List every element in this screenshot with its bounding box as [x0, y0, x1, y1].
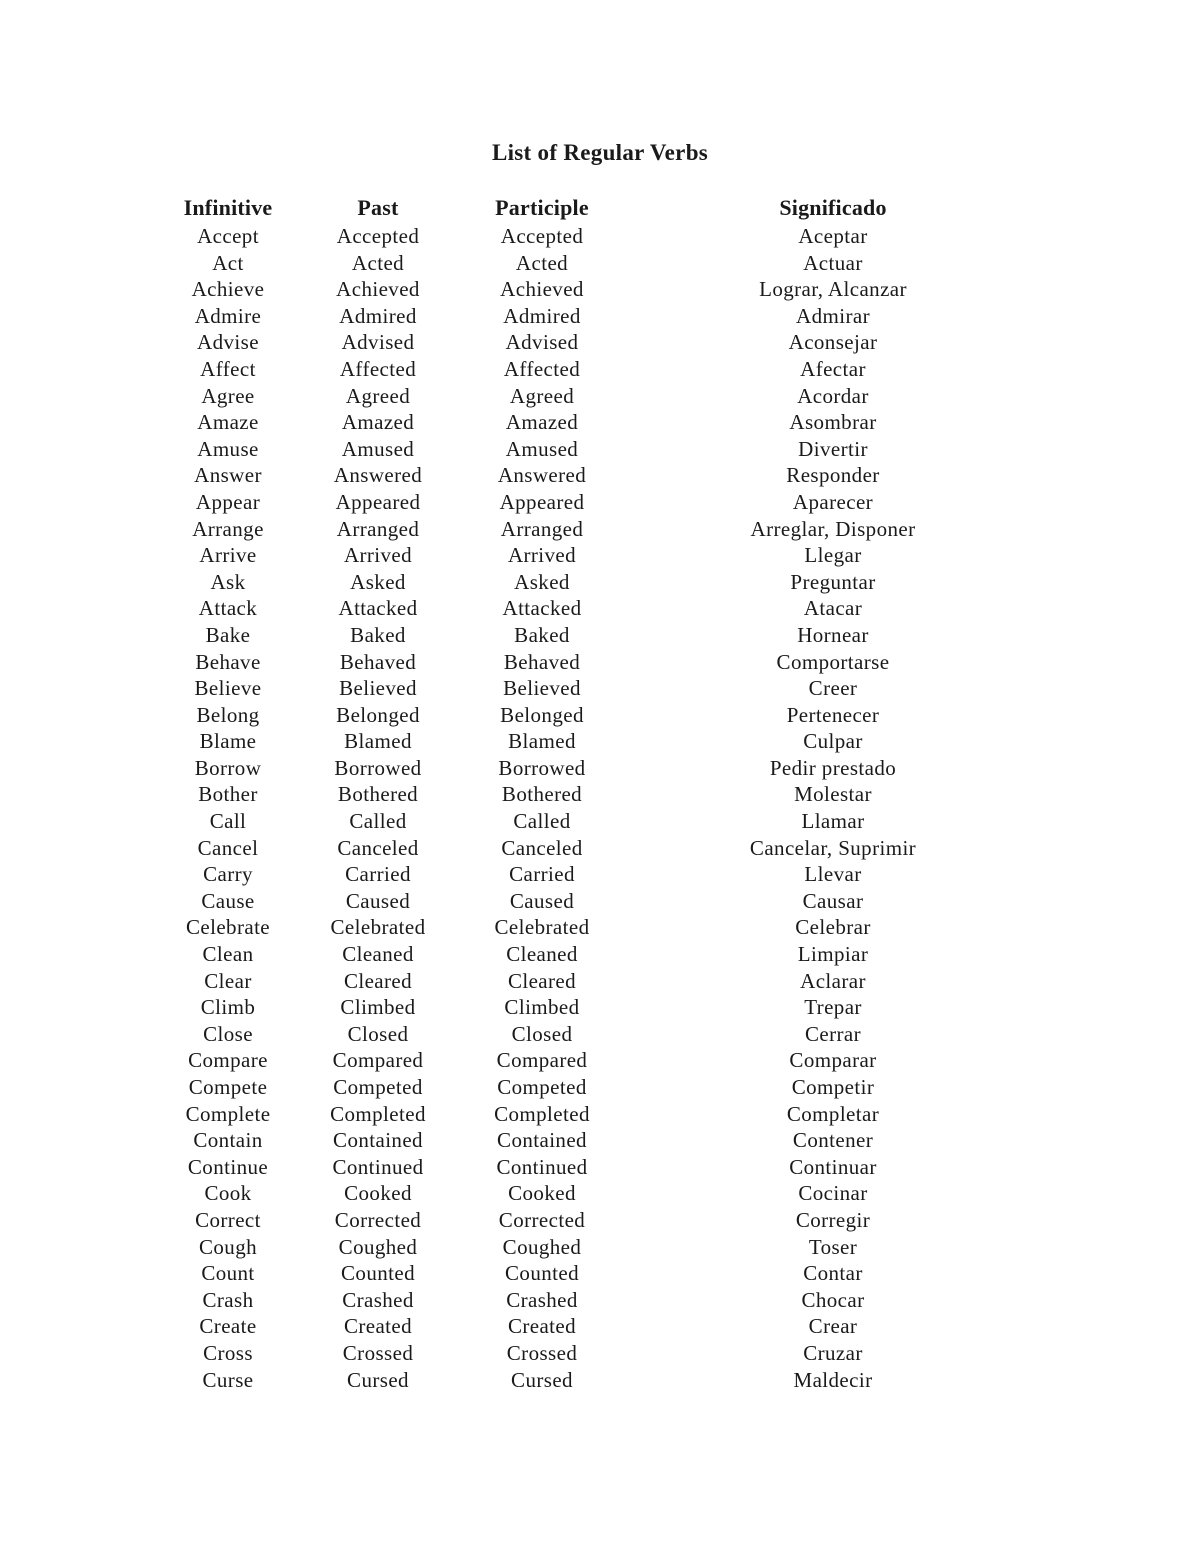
- cell-meaning: Trepar: [804, 995, 862, 1020]
- cell-infinitive: Clear: [204, 968, 252, 993]
- cell-infinitive: Cause: [201, 888, 255, 913]
- cell-participle: Admired: [503, 303, 581, 328]
- cell-meaning: Asombrar: [789, 410, 877, 435]
- cell-infinitive: Ask: [210, 569, 246, 594]
- cell-participle: Agreed: [509, 383, 575, 408]
- cell-meaning: Aclarar: [800, 968, 866, 993]
- table-row: [0, 1154, 1200, 1181]
- cell-meaning: Pedir prestado: [769, 755, 897, 780]
- cell-meaning: Actuar: [803, 250, 863, 275]
- cell-infinitive: Appear: [195, 489, 261, 514]
- cell-infinitive: Behave: [195, 649, 261, 674]
- table-row: [0, 622, 1200, 649]
- cell-meaning: Competir: [791, 1075, 875, 1099]
- cell-infinitive: Create: [199, 1314, 257, 1339]
- table-row: [0, 1340, 1200, 1367]
- table-row: [0, 595, 1200, 622]
- cell-meaning: Preguntar: [790, 569, 876, 594]
- cell-past: Behaved: [339, 649, 417, 674]
- table-row: [0, 1127, 1200, 1154]
- table-row: [0, 994, 1200, 1021]
- cell-infinitive: Complete: [185, 1101, 271, 1126]
- cell-infinitive: Cough: [198, 1234, 257, 1259]
- cell-participle: Completed: [494, 1101, 590, 1126]
- cell-meaning: Pertenecer: [786, 702, 880, 727]
- cell-participle: Advised: [505, 330, 579, 355]
- cell-infinitive: Believe: [194, 676, 262, 701]
- cell-meaning: Cruzar: [803, 1340, 863, 1365]
- table-row: [0, 861, 1200, 888]
- cell-participle: Accepted: [500, 224, 584, 248]
- cell-infinitive: Cancel: [197, 835, 259, 860]
- table-row: [0, 489, 1200, 516]
- cell-meaning: Atacar: [803, 596, 863, 621]
- table-row: [0, 383, 1200, 410]
- cell-past: Blamed: [344, 729, 412, 754]
- table-row: [0, 1234, 1200, 1261]
- cell-past: Coughed: [338, 1234, 418, 1259]
- cell-infinitive: Crash: [202, 1287, 254, 1312]
- cell-past: Accepted: [336, 224, 420, 248]
- cell-participle: Answered: [497, 463, 587, 488]
- cell-past: Appeared: [335, 489, 421, 514]
- cell-participle: Appeared: [499, 489, 585, 514]
- cell-past: Cleared: [343, 968, 413, 993]
- cell-meaning: Crear: [808, 1314, 858, 1339]
- cell-past: Cooked: [344, 1181, 412, 1206]
- table-row: [0, 968, 1200, 995]
- cell-meaning: Responder: [786, 463, 880, 488]
- cell-participle: Baked: [514, 622, 570, 647]
- cell-past: Attacked: [338, 596, 418, 621]
- cell-infinitive: Clean: [202, 942, 254, 967]
- cell-past: Affected: [339, 356, 417, 381]
- cell-meaning: Hornear: [797, 622, 869, 647]
- cell-past: Closed: [347, 1021, 409, 1046]
- verb-table: [0, 192, 1200, 1393]
- table-row: [0, 1074, 1200, 1101]
- table-row: [0, 1180, 1200, 1207]
- cell-past: Carried: [345, 862, 411, 887]
- cell-participle: Behaved: [503, 649, 581, 674]
- cell-participle: Contained: [497, 1128, 587, 1153]
- cell-past: Baked: [350, 622, 406, 647]
- cell-past: Cleaned: [342, 942, 414, 967]
- cell-infinitive: Achieve: [191, 277, 265, 302]
- cell-past: Crossed: [342, 1340, 414, 1365]
- header-past: Past: [357, 195, 399, 220]
- table-row: [0, 569, 1200, 596]
- cell-meaning: Creer: [808, 676, 858, 701]
- cell-meaning: Chocar: [801, 1287, 865, 1312]
- table-row: [0, 649, 1200, 676]
- cell-meaning: Aconsejar: [788, 330, 878, 355]
- table-row: [0, 462, 1200, 489]
- cell-participle: Arranged: [500, 516, 584, 541]
- cell-infinitive: Count: [201, 1261, 255, 1286]
- table-row: [0, 941, 1200, 968]
- cell-infinitive: Compete: [188, 1075, 268, 1099]
- table-row: [0, 1047, 1200, 1074]
- cell-participle: Carried: [509, 862, 575, 887]
- cell-past: Crashed: [342, 1287, 414, 1312]
- cell-participle: Continued: [496, 1154, 588, 1179]
- cell-past: Belonged: [336, 702, 420, 727]
- cell-participle: Climbed: [504, 995, 580, 1020]
- table-header-row: [0, 192, 1200, 223]
- cell-meaning: Cocinar: [798, 1181, 868, 1206]
- cell-participle: Arrived: [507, 543, 577, 568]
- cell-past: Climbed: [340, 995, 416, 1020]
- cell-past: Amused: [341, 436, 415, 461]
- table-row: [0, 1287, 1200, 1314]
- cell-meaning: Celebrar: [795, 915, 871, 940]
- cell-participle: Compared: [496, 1048, 588, 1073]
- table-row: [0, 755, 1200, 782]
- cell-past: Achieved: [336, 277, 420, 302]
- cell-meaning: Arreglar, Disponer: [750, 516, 916, 541]
- cell-meaning: Llevar: [804, 862, 862, 887]
- cell-infinitive: Advise: [197, 330, 259, 355]
- cell-infinitive: Cook: [204, 1181, 252, 1206]
- cell-infinitive: Belong: [196, 702, 260, 727]
- table-row: [0, 728, 1200, 755]
- table-row: [0, 516, 1200, 543]
- header-meaning: Significado: [779, 195, 887, 220]
- cell-infinitive: Celebrate: [185, 915, 271, 940]
- verb-rows: [0, 223, 1200, 1393]
- cell-past: Asked: [350, 569, 406, 594]
- cell-infinitive: Contain: [193, 1128, 263, 1153]
- table-row: [0, 409, 1200, 436]
- cell-meaning: Llamar: [801, 809, 865, 834]
- cell-participle: Borrowed: [498, 755, 586, 780]
- cell-participle: Caused: [509, 888, 575, 913]
- cell-meaning: Llegar: [804, 543, 862, 568]
- cell-participle: Blamed: [508, 729, 576, 754]
- table-row: [0, 675, 1200, 702]
- cell-participle: Counted: [505, 1261, 579, 1286]
- cell-participle: Acted: [515, 250, 569, 275]
- cell-meaning: Cancelar, Suprimir: [749, 835, 917, 860]
- cell-past: Cursed: [347, 1367, 409, 1392]
- cell-infinitive: Answer: [194, 463, 262, 488]
- table-row: [0, 1367, 1200, 1394]
- table-row: [0, 835, 1200, 862]
- cell-infinitive: Amuse: [197, 436, 259, 461]
- cell-meaning: Causar: [802, 888, 864, 913]
- cell-participle: Cleaned: [506, 942, 578, 967]
- table-row: [0, 276, 1200, 303]
- cell-participle: Competed: [497, 1075, 587, 1099]
- cell-infinitive: Arrive: [199, 543, 257, 568]
- cell-past: Canceled: [337, 835, 419, 860]
- header-infinitive: Infinitive: [183, 195, 273, 220]
- table-row: [0, 250, 1200, 277]
- cell-past: Corrected: [334, 1207, 422, 1232]
- cell-meaning: Comparar: [789, 1048, 877, 1073]
- cell-participle: Closed: [511, 1021, 573, 1046]
- cell-participle: Amused: [505, 436, 579, 461]
- cell-participle: Asked: [514, 569, 570, 594]
- cell-past: Caused: [345, 888, 411, 913]
- cell-infinitive: Attack: [198, 596, 258, 621]
- cell-infinitive: Borrow: [194, 755, 262, 780]
- table-row: [0, 436, 1200, 463]
- cell-past: Created: [343, 1314, 413, 1339]
- cell-infinitive: Climb: [200, 995, 256, 1020]
- cell-infinitive: Arrange: [192, 516, 264, 541]
- table-row: [0, 702, 1200, 729]
- cell-past: Continued: [332, 1154, 424, 1179]
- cell-past: Contained: [333, 1128, 423, 1153]
- table-row: [0, 914, 1200, 941]
- cell-participle: Belonged: [500, 702, 584, 727]
- cell-meaning: Culpar: [803, 729, 863, 754]
- cell-past: Advised: [341, 330, 415, 355]
- cell-participle: Attacked: [502, 596, 582, 621]
- cell-participle: Achieved: [500, 277, 584, 302]
- table-row: [0, 223, 1200, 250]
- cell-past: Arrived: [343, 543, 413, 568]
- cell-participle: Amazed: [505, 410, 579, 435]
- cell-meaning: Aceptar: [798, 224, 868, 248]
- cell-past: Completed: [330, 1101, 426, 1126]
- cell-past: Admired: [339, 303, 417, 328]
- table-row: [0, 1260, 1200, 1287]
- cell-meaning: Aparecer: [792, 489, 874, 514]
- header-participle: Participle: [495, 195, 589, 220]
- cell-participle: Created: [507, 1314, 577, 1339]
- cell-past: Amazed: [341, 410, 415, 435]
- table-row: [0, 329, 1200, 356]
- cell-participle: Celebrated: [494, 915, 590, 940]
- table-row: [0, 542, 1200, 569]
- cell-past: Answered: [333, 463, 423, 488]
- cell-meaning: Maldecir: [793, 1367, 873, 1392]
- cell-infinitive: Agree: [201, 383, 255, 408]
- cell-infinitive: Close: [203, 1021, 253, 1046]
- table-row: [0, 356, 1200, 383]
- cell-infinitive: Bother: [198, 782, 258, 807]
- table-row: [0, 1021, 1200, 1048]
- cell-meaning: Divertir: [798, 436, 868, 461]
- table-row: [0, 1313, 1200, 1340]
- cell-meaning: Corregir: [795, 1207, 871, 1232]
- cell-participle: Cooked: [508, 1181, 576, 1206]
- cell-meaning: Afectar: [800, 356, 866, 381]
- cell-participle: Crashed: [506, 1287, 578, 1312]
- cell-participle: Called: [513, 809, 571, 834]
- cell-infinitive: Curse: [202, 1367, 254, 1392]
- cell-past: Counted: [341, 1261, 415, 1286]
- cell-meaning: Molestar: [794, 782, 872, 807]
- cell-meaning: Lograr, Alcanzar: [759, 277, 907, 302]
- cell-participle: Corrected: [498, 1207, 586, 1232]
- cell-infinitive: Accept: [197, 224, 259, 248]
- cell-past: Called: [349, 809, 407, 834]
- cell-participle: Cleared: [507, 968, 577, 993]
- cell-past: Compared: [332, 1048, 424, 1073]
- cell-infinitive: Cross: [203, 1340, 253, 1365]
- cell-infinitive: Correct: [195, 1207, 261, 1232]
- cell-meaning: Contar: [803, 1261, 863, 1286]
- cell-past: Arranged: [336, 516, 420, 541]
- cell-meaning: Comportarse: [776, 649, 890, 674]
- page-title: List of Regular Verbs: [491, 140, 709, 165]
- cell-past: Agreed: [345, 383, 411, 408]
- cell-past: Bothered: [337, 782, 419, 807]
- table-row: [0, 808, 1200, 835]
- cell-meaning: Limpiar: [797, 942, 869, 967]
- cell-meaning: Continuar: [789, 1154, 877, 1179]
- cell-infinitive: Bake: [205, 622, 251, 647]
- cell-meaning: Completar: [786, 1101, 880, 1126]
- table-row: [0, 1207, 1200, 1234]
- cell-participle: Cursed: [511, 1367, 573, 1392]
- cell-past: Borrowed: [334, 755, 422, 780]
- table-row: [0, 303, 1200, 330]
- cell-infinitive: Act: [212, 250, 244, 275]
- cell-infinitive: Blame: [199, 729, 257, 754]
- table-row: [0, 1101, 1200, 1128]
- cell-infinitive: Amaze: [197, 410, 259, 435]
- cell-past: Believed: [339, 676, 417, 701]
- cell-participle: Canceled: [501, 835, 583, 860]
- cell-participle: Coughed: [502, 1234, 582, 1259]
- cell-infinitive: Call: [209, 809, 247, 834]
- cell-infinitive: Continue: [187, 1154, 269, 1179]
- cell-infinitive: Carry: [203, 862, 253, 887]
- cell-past: Competed: [333, 1075, 423, 1099]
- cell-infinitive: Affect: [200, 356, 256, 381]
- cell-infinitive: Admire: [194, 303, 262, 328]
- cell-participle: Believed: [503, 676, 581, 701]
- cell-participle: Crossed: [506, 1340, 578, 1365]
- table-row: [0, 888, 1200, 915]
- cell-meaning: Cerrar: [804, 1021, 862, 1046]
- cell-meaning: Admirar: [796, 303, 870, 328]
- cell-meaning: Toser: [808, 1234, 858, 1259]
- cell-past: Acted: [351, 250, 405, 275]
- cell-infinitive: Compare: [188, 1048, 268, 1073]
- cell-meaning: Contener: [792, 1128, 874, 1153]
- cell-meaning: Acordar: [797, 383, 869, 408]
- cell-participle: Bothered: [501, 782, 583, 807]
- table-row: [0, 781, 1200, 808]
- cell-past: Celebrated: [330, 915, 426, 940]
- cell-participle: Affected: [503, 356, 581, 381]
